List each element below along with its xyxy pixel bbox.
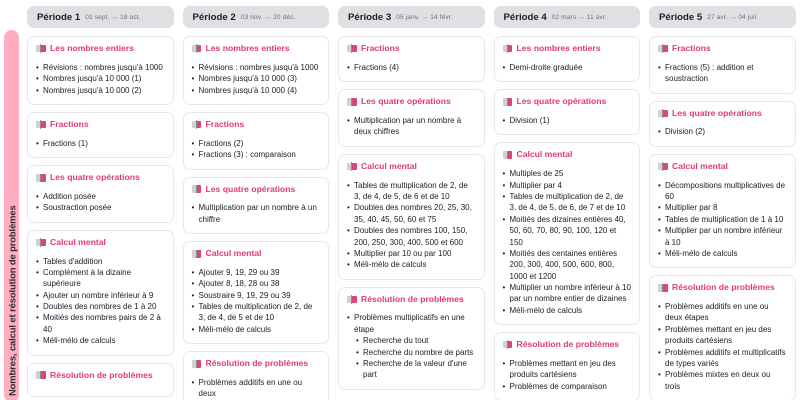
topic-item: • Soustraire 9, 19, 29 ou 39	[192, 290, 321, 301]
period-title: Période 2	[192, 11, 236, 23]
topic-card-header	[192, 120, 321, 130]
topic-card-header	[347, 295, 476, 305]
period-column	[489, 0, 645, 400]
topic-card[interactable]	[183, 241, 330, 344]
topic-item-list	[658, 62, 787, 85]
topic-item: • Problèmes additifs et multiplicatifs de types variés	[658, 347, 787, 370]
topic-item: • Multiplication par un nombre à deux chiffres	[347, 115, 476, 138]
topic-item: • Doubles des nombres 100, 150, 200, 250, 300, 400, 500 et 600	[347, 225, 476, 248]
topic-item: • Soustraction posée	[36, 202, 165, 213]
topic-card-title: Les nombres entiers	[50, 43, 135, 53]
topic-card-title: Résolution de problèmes	[50, 369, 153, 380]
book-icon	[347, 98, 357, 107]
book-icon	[658, 162, 668, 171]
topic-item-list	[347, 312, 476, 380]
topic-item: • Décompositions multiplicatives de 60	[658, 180, 787, 203]
period-dates: 01 sept. → 18 oct.	[85, 13, 141, 21]
domain-rail	[4, 30, 19, 400]
book-icon	[36, 371, 46, 380]
book-icon	[36, 174, 46, 183]
topic-item: • Fractions (1)	[36, 138, 165, 149]
topic-item-list	[192, 202, 321, 225]
topic-card[interactable]	[27, 230, 174, 356]
topic-item: • Doubles des nombres 20, 25, 30, 35, 40, 45, 50, 60 et 75	[347, 202, 476, 225]
topic-card[interactable]	[494, 142, 641, 325]
topic-card[interactable]	[338, 89, 485, 147]
period-column	[178, 0, 334, 400]
topic-item: • Méli-mélo de calculs	[192, 324, 321, 335]
topic-item-list	[658, 180, 787, 260]
topic-card-header	[192, 359, 321, 369]
topic-card-title: Calcul mental	[672, 160, 728, 171]
topic-card[interactable]	[183, 177, 330, 235]
book-icon	[192, 250, 202, 259]
topic-item: • Nombres jusqu'à 10 000 (2)	[36, 85, 165, 96]
book-icon	[347, 44, 357, 53]
topic-card-title: Fractions	[672, 43, 711, 53]
topic-card-header	[658, 109, 787, 119]
topic-item: • Multiples de 25	[503, 168, 632, 179]
topic-card-title: Fractions	[205, 118, 245, 129]
topic-card-header	[36, 44, 165, 54]
topic-subitem: • Recherche du tout	[356, 335, 476, 346]
topic-card[interactable]	[649, 101, 796, 147]
period-header[interactable]	[338, 6, 485, 28]
topic-item: • Addition posée	[36, 191, 165, 202]
topic-card-title: Les quatre opérations	[672, 107, 762, 118]
topic-card[interactable]	[494, 332, 641, 400]
topic-item: • Multiplier par un nombre inférieur à 10	[658, 225, 787, 248]
topic-item: • Ajouter un nombre inférieur à 9	[36, 290, 165, 301]
topic-card[interactable]	[183, 112, 330, 170]
topic-card[interactable]	[183, 36, 330, 105]
topic-item: • Problèmes additifs en une ou deux	[192, 377, 321, 400]
topic-item: • Méli-mélo de calculs	[658, 248, 787, 259]
topic-item: • Problèmes additifs en une ou deux étapes	[658, 301, 787, 324]
topic-item: • Ajouter 8, 18, 28 ou 38	[192, 278, 321, 289]
topic-item: • Tables d'addition	[36, 256, 165, 267]
topic-card[interactable]	[27, 165, 174, 223]
topic-item: • Multiplier par 8	[658, 202, 787, 213]
topic-item: • Méli-mélo de calculs	[36, 335, 165, 346]
topic-item: • Doubles des nombres de 1 à 20	[36, 301, 165, 312]
topic-card-title: Fractions	[361, 43, 400, 53]
topic-item: • Problèmes mettant en jeu des produits cartésiens	[503, 358, 632, 381]
topic-card-header	[192, 44, 321, 54]
book-icon	[658, 284, 668, 293]
topic-card[interactable]	[338, 154, 485, 280]
topic-item: • Multiplier un nombre inférieur à 10 par un nombre entier de dizaines	[503, 282, 632, 305]
period-header[interactable]	[494, 6, 641, 28]
period-title: Période 3	[348, 11, 392, 23]
topic-card-header	[503, 97, 632, 107]
topic-item: • Nombres jusqu'à 10 000 (1)	[36, 73, 165, 84]
book-icon	[503, 98, 513, 107]
topic-item-list	[192, 267, 321, 335]
topic-item: • Moitiés des centaines entières 200, 300, 400, 500, 600, 800, 1000 et 1200	[503, 248, 632, 282]
topic-item: • Moitiés des dizaines entières 40, 50, 60, 70, 80, 90, 100, 120 et 150	[503, 214, 632, 248]
topic-item: • Tables de multiplication de 2, de 3, de 4, de 5, de 6 et de 10	[347, 180, 476, 203]
topic-item: • Multiplier par 4	[503, 180, 632, 191]
book-icon	[192, 44, 202, 53]
topic-card-title: Les nombres entiers	[516, 43, 601, 53]
topic-card-title: Résolution de problèmes	[672, 282, 775, 293]
period-dates: 27 avr. → 04 juil.	[707, 13, 759, 21]
period-title: Période 5	[659, 11, 703, 23]
topic-item: • Nombres jusqu'à 10 000 (4)	[192, 85, 321, 96]
topic-card-header	[503, 340, 632, 350]
period-header[interactable]	[649, 6, 796, 28]
topic-card-title: Résolution de problèmes	[205, 358, 309, 369]
period-header[interactable]	[183, 6, 330, 28]
topic-item-list	[658, 301, 787, 392]
topic-card-title: Les quatre opérations	[361, 96, 451, 107]
topic-item: • Fractions (3) : comparaison	[192, 149, 321, 160]
topic-item: • Problèmes mixtes en deux ou trois	[658, 369, 787, 392]
period-column	[644, 0, 800, 400]
topic-card-header	[658, 162, 787, 172]
topic-item-list	[503, 168, 632, 316]
topic-item-list	[658, 126, 787, 137]
topic-item: • Tables de multiplication de 1 à 10	[658, 214, 787, 225]
topic-card-title: Résolution de problèmes	[361, 293, 464, 304]
book-icon	[347, 295, 357, 304]
period-dates: 02 mars → 11 avr.	[551, 13, 607, 21]
period-header[interactable]	[27, 6, 174, 28]
topic-item: • Division (1)	[503, 115, 632, 126]
topic-card-title: Les quatre opérations	[205, 183, 296, 194]
topic-item-list	[347, 115, 476, 138]
topic-card[interactable]	[494, 36, 641, 82]
topic-item-list	[503, 115, 632, 126]
book-icon	[192, 120, 202, 129]
topic-card-header	[36, 120, 165, 130]
topic-item: • Multiplier par 10 ou par 100	[347, 248, 476, 259]
topic-card-header	[36, 238, 165, 248]
topic-card[interactable]	[27, 112, 174, 158]
topic-card-header	[192, 249, 321, 259]
period-title: Période 4	[503, 11, 547, 23]
topic-item: • Fractions (5) : addition et soustraction	[658, 62, 787, 85]
topic-item: • Méli-mélo de calculs	[503, 305, 632, 316]
topic-item: • Multiplication par un nombre à un chiffre	[192, 202, 321, 225]
book-icon	[36, 120, 46, 129]
topic-card[interactable]	[649, 275, 796, 400]
topic-subitem-list	[356, 335, 476, 380]
topic-card[interactable]	[183, 351, 330, 400]
topic-card-header	[347, 97, 476, 107]
topic-card[interactable]	[338, 36, 485, 82]
topic-item-list	[192, 62, 321, 96]
topic-item: • Fractions (4)	[347, 62, 476, 73]
topic-card-header	[36, 371, 165, 381]
topic-card-title: Calcul mental	[516, 149, 573, 160]
topic-card-title: Les nombres entiers	[205, 43, 290, 53]
topic-card-header	[658, 283, 787, 293]
topic-item-list	[36, 62, 165, 96]
topic-item: • Complément à la dizaine supérieure	[36, 267, 165, 290]
book-icon	[503, 44, 513, 53]
topic-item-list	[36, 256, 165, 347]
topic-item: • Division (2)	[658, 126, 787, 137]
topic-card-header	[503, 150, 632, 160]
book-icon	[503, 340, 513, 349]
topic-card[interactable]	[494, 89, 641, 135]
topic-card-title: Calcul mental	[50, 236, 106, 247]
topic-subitem: • Recherche de la valeur d'une part	[356, 358, 476, 381]
topic-item: • Révisions : nombres jusqu'à 1000	[192, 62, 321, 73]
topic-item: • Ajouter 9, 19, 29 ou 39	[192, 267, 321, 278]
topic-card-title: Calcul mental	[361, 160, 417, 171]
book-icon	[658, 44, 668, 53]
book-icon	[192, 185, 202, 194]
topic-item: • Problèmes de comparaison	[503, 381, 632, 392]
book-icon	[36, 238, 46, 247]
period-title: Période 1	[37, 11, 81, 23]
topic-item-list	[36, 191, 165, 214]
book-icon	[658, 109, 668, 118]
topic-card[interactable]	[649, 154, 796, 268]
topic-card-title: Fractions	[50, 118, 89, 129]
period-dates: 05 janv. → 14 févr.	[396, 13, 453, 21]
period-dates: 03 nov. → 20 déc.	[240, 13, 296, 21]
book-icon	[503, 151, 513, 160]
topic-item-list	[192, 377, 321, 400]
topic-item: • Révisions : nombres jusqu'à 1000	[36, 62, 165, 73]
topic-item: • Nombres jusqu'à 10 000 (3)	[192, 73, 321, 84]
book-icon	[347, 162, 357, 171]
topic-card[interactable]	[338, 287, 485, 390]
book-icon	[36, 44, 46, 53]
topic-item: • Tables de multiplication de 2, de 3, de 4, de 5, de 6, de 7 et de 10	[503, 191, 632, 214]
topic-item: • Moitiés des nombres pairs de 2 à 40	[36, 312, 165, 335]
topic-card-title: Les quatre opérations	[50, 172, 140, 183]
topic-item: • Demi-droite graduée	[503, 62, 632, 73]
topic-item-list	[36, 138, 165, 149]
domain-rail-label: Nombres, calcul et résolution de problèmes	[6, 205, 17, 396]
topic-item-list	[503, 62, 632, 73]
topic-card-title: Calcul mental	[205, 248, 262, 259]
topic-item-list	[503, 358, 632, 392]
topic-item: • Fractions (2)	[192, 138, 321, 149]
topic-card-title: Résolution de problèmes	[516, 339, 620, 350]
topic-card[interactable]	[27, 36, 174, 105]
topic-card-header	[192, 185, 321, 195]
topic-item-list	[347, 62, 476, 73]
topic-card-header	[347, 162, 476, 172]
topic-item: • Tables de multiplication de 2, de 3, de 4, de 5 et de 10	[192, 301, 321, 324]
topic-card[interactable]	[649, 36, 796, 94]
topic-card-title: Les quatre opérations	[516, 96, 607, 107]
topic-item: • Méli-mélo de calculs	[347, 259, 476, 270]
topic-card-header	[347, 44, 476, 54]
topic-item-list	[347, 180, 476, 271]
topic-subitem: • Recherche du nombre de parts	[356, 347, 476, 358]
topic-card-header	[658, 44, 787, 54]
topic-card-header	[503, 44, 632, 54]
topic-card-header	[36, 173, 165, 183]
book-icon	[192, 360, 202, 369]
topic-item-list	[192, 138, 321, 161]
period-column	[333, 0, 489, 400]
topic-item: • Problèmes multiplicatifs en une étape	[347, 312, 476, 335]
topic-item: • Problèmes mettant en jeu des produits cartésiens	[658, 324, 787, 347]
topic-card[interactable]	[27, 363, 174, 398]
period-column	[22, 0, 178, 400]
